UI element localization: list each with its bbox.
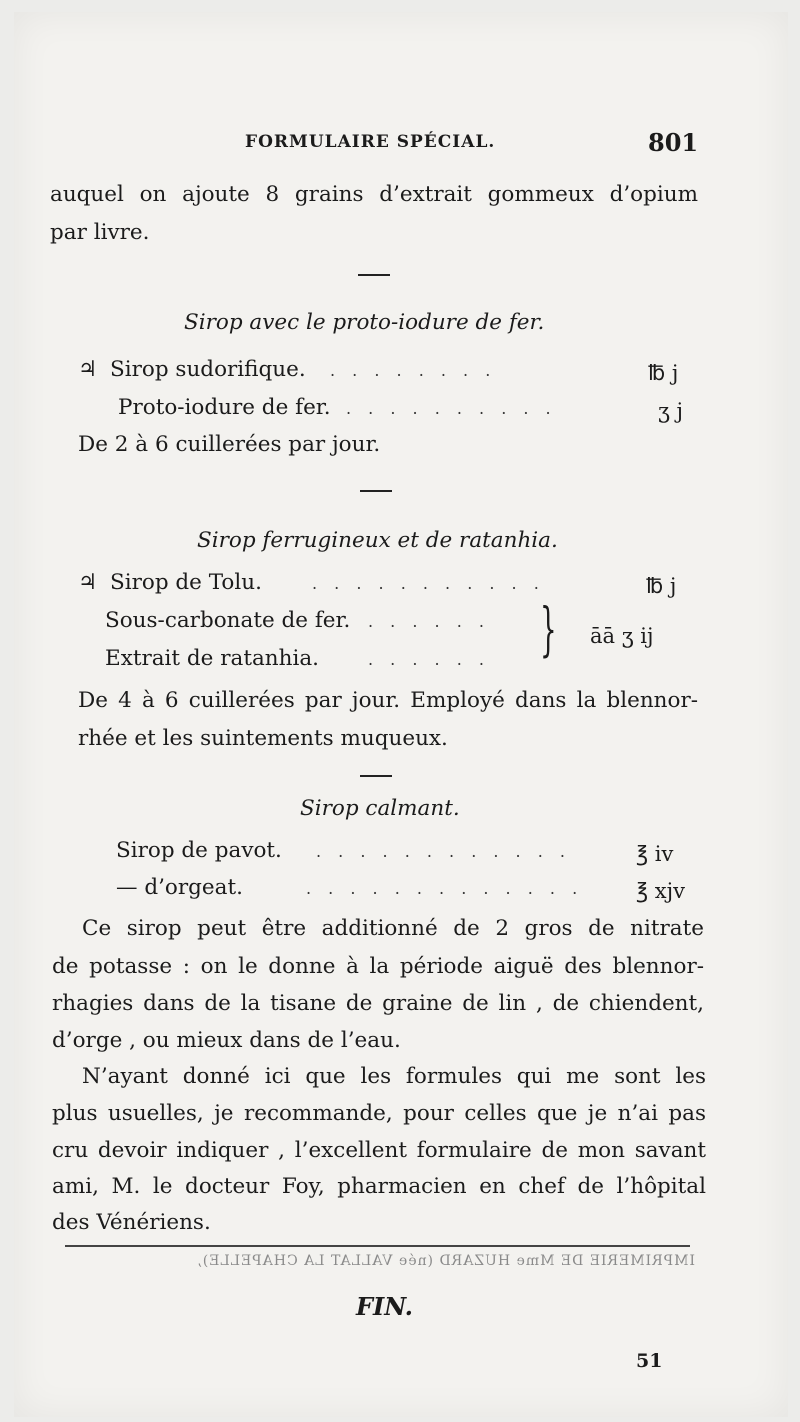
paragraph-line: Ce sirop peut être additionné de 2 gros de nitrate <box>82 916 704 941</box>
leader-dots: . . . . . . . . . . <box>346 399 557 418</box>
ingredient-name: Sous-carbonate de fer. <box>105 608 351 633</box>
ingredient-quantity: ℔ j <box>646 574 677 598</box>
running-header <box>0 128 800 158</box>
paragraph-line: N’ayant donné ici que les formules qui me sont les <box>82 1064 706 1089</box>
show-through-imprint: IMPRIMERIE DE Mme HUZARD (née VALLAT LA CHAPELLE), <box>196 1253 695 1269</box>
ingredient-quantity: ℥ xjv <box>636 879 686 903</box>
section-divider <box>360 490 392 492</box>
paragraph-line: de potasse : on le donne à la période aiguë des blennor- <box>52 954 704 979</box>
ingredient-name: Extrait de ratanhia. <box>105 646 320 671</box>
page-number: 801 <box>648 128 699 157</box>
end-mark: FIN. <box>356 1292 414 1321</box>
section-divider <box>358 274 390 276</box>
leader-dots: . . . . . . . . <box>330 361 497 380</box>
paragraph-line: rhagies dans de la tisane de graine de lin , de chiendent, <box>52 991 704 1016</box>
recipe-symbol: ♃ <box>78 357 98 382</box>
leader-dots: . . . . . . . . . . . <box>312 574 545 593</box>
section-divider <box>360 775 392 777</box>
intro-line-1: auquel on ajoute 8 grains d’extrait gommeux d’opium <box>50 182 698 207</box>
recipe-symbol: ♃ <box>78 570 98 595</box>
leader-dots: . . . . . . <box>368 612 490 631</box>
usage-note-line-1: De 4 à 6 cuillerées par jour. Employé dans la blennor- <box>78 688 698 713</box>
usage-note-line-2: rhée et les suintements muqueux. <box>78 726 448 751</box>
intro-line-2: par livre. <box>50 220 150 245</box>
leader-dots: . . . . . . . . . . . . . <box>306 879 584 898</box>
leader-dots: . . . . . . <box>368 650 490 669</box>
ingredient-quantity: ℔ j <box>648 361 679 385</box>
ingredient-name: — d’orgeat. <box>116 875 243 900</box>
ingredient-name: Sirop de pavot. <box>116 838 282 863</box>
dosage-note: De 2 à 6 cuillerées par jour. <box>78 432 381 457</box>
grouping-brace: } <box>540 595 557 663</box>
paragraph-line: plus usuelles, je recommande, pour celles que je n’ai pas <box>52 1101 706 1126</box>
ingredient-name: Sirop sudorifique. <box>110 357 306 382</box>
recipe-title: Sirop ferrugineux et de ratanhia. <box>197 528 558 553</box>
footer-rule <box>65 1245 690 1247</box>
recipe-title: Sirop avec le proto-iodure de fer. <box>184 310 545 335</box>
leader-dots: . . . . . . . . . . . . <box>316 842 571 861</box>
ingredient-name: Sirop de Tolu. <box>110 570 262 595</box>
paragraph-line: cru devoir indiquer , l’excellent formulaire de mon savant <box>52 1138 706 1163</box>
paragraph-line: d’orge , ou mieux dans de l’eau. <box>52 1028 401 1053</box>
ingredient-quantity: ℥ iv <box>636 842 674 866</box>
ingredient-name: Proto-iodure de fer. <box>118 395 331 420</box>
recipe-title: Sirop calmant. <box>300 796 460 821</box>
header-title: FORMULAIRE SPÉCIAL. <box>245 132 496 152</box>
paragraph-line: des Vénériens. <box>52 1210 211 1235</box>
combined-quantity: āā ʒ ij <box>590 624 654 648</box>
ingredient-quantity: ʒ j <box>658 399 684 423</box>
signature-mark: 51 <box>636 1350 663 1372</box>
paragraph-line: ami, M. le docteur Foy, pharmacien en chef de l’hôpital <box>52 1174 706 1199</box>
